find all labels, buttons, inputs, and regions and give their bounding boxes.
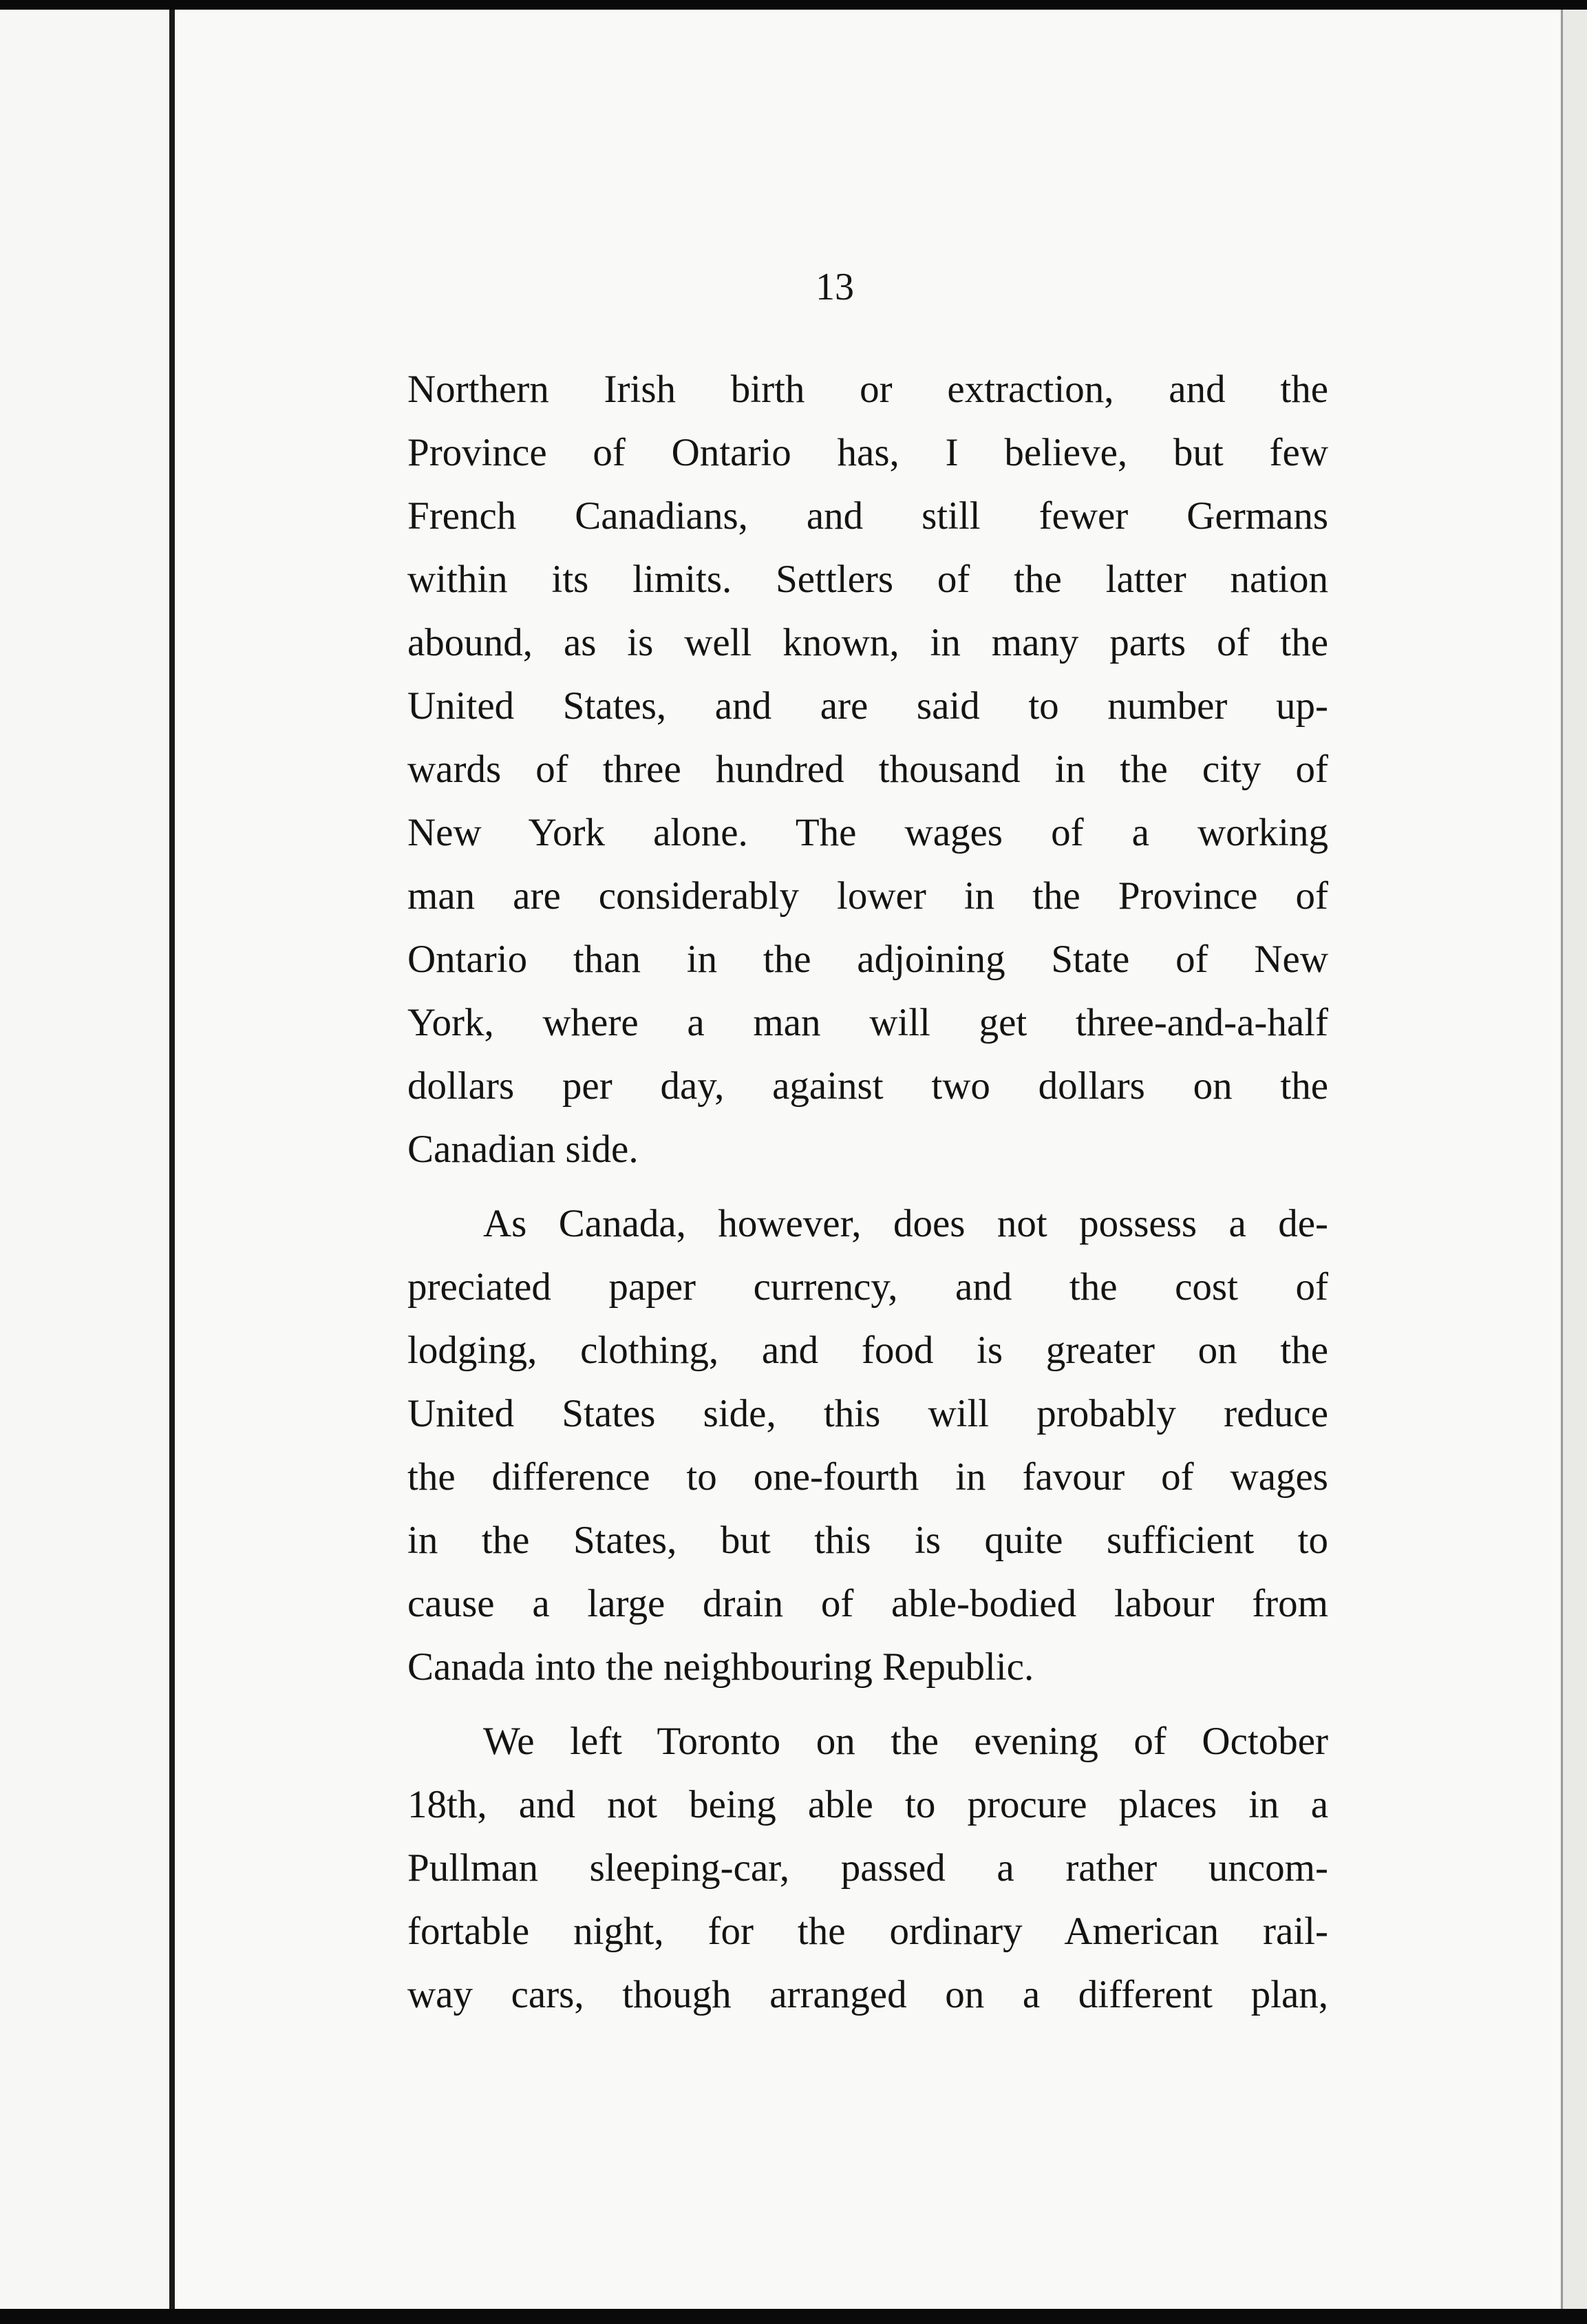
text-line: dollars per day, against two dollars on the bbox=[407, 1064, 1328, 1108]
text-line: Ontario than in the adjoining State of New bbox=[407, 938, 1328, 981]
right-page-edge bbox=[1561, 0, 1587, 2324]
text-line: As Canada, however, does not possess a de- bbox=[483, 1202, 1328, 1245]
text-line: New York alone. The wages of a working bbox=[407, 811, 1328, 854]
text-line: man are considerably lower in the Province of bbox=[407, 874, 1328, 918]
page-edge-line bbox=[169, 7, 175, 2313]
text-line: French Canadians, and still fewer Germans bbox=[407, 494, 1328, 538]
text-line: United States side, this will probably reduce bbox=[407, 1392, 1328, 1435]
text-line: within its limits. Settlers of the latter nation bbox=[407, 558, 1328, 601]
text-line: wards of three hundred thousand in the city of bbox=[407, 748, 1328, 791]
text-line: 18th, and not being able to procure places in a bbox=[407, 1783, 1328, 1826]
text-line: United States, and are said to number up- bbox=[407, 684, 1328, 728]
text-line: in the States, but this is quite sufficient to bbox=[407, 1519, 1328, 1562]
text-line: York, where a man will get three-and-a-half bbox=[407, 1001, 1328, 1044]
text-line: Canada into the neighbouring Republic. bbox=[407, 1645, 1034, 1689]
text-line: way cars, though arranged on a different plan, bbox=[407, 1973, 1328, 2016]
text-line: lodging, clothing, and food is greater on the bbox=[407, 1329, 1328, 1372]
left-margin bbox=[0, 0, 172, 2324]
bottom-scan-border bbox=[0, 2309, 1587, 2324]
text-line: fortable night, for the ordinary American rail- bbox=[407, 1910, 1328, 1953]
text-line: preciated paper currency, and the cost of bbox=[407, 1265, 1328, 1309]
text-line: abound, as is well known, in many parts of the bbox=[407, 621, 1328, 664]
text-line: Canadian side. bbox=[407, 1128, 639, 1171]
text-line: the difference to one-fourth in favour of wages bbox=[407, 1455, 1328, 1499]
paragraph-gap bbox=[407, 1181, 1328, 1192]
text-line: Pullman sleeping-car, passed a rather uncom- bbox=[407, 1846, 1328, 1890]
text-line: cause a large drain of able-bodied labour from bbox=[407, 1582, 1328, 1625]
paragraph-gap bbox=[407, 1699, 1328, 1710]
text-line: Province of Ontario has, I believe, but few bbox=[407, 431, 1328, 474]
text-line: We left Toronto on the evening of October bbox=[483, 1720, 1328, 1763]
top-scan-border bbox=[0, 0, 1587, 10]
text-line: Northern Irish birth or extraction, and the bbox=[407, 368, 1328, 411]
body-text bbox=[407, 358, 1328, 2027]
page-number: 13 bbox=[816, 266, 854, 308]
